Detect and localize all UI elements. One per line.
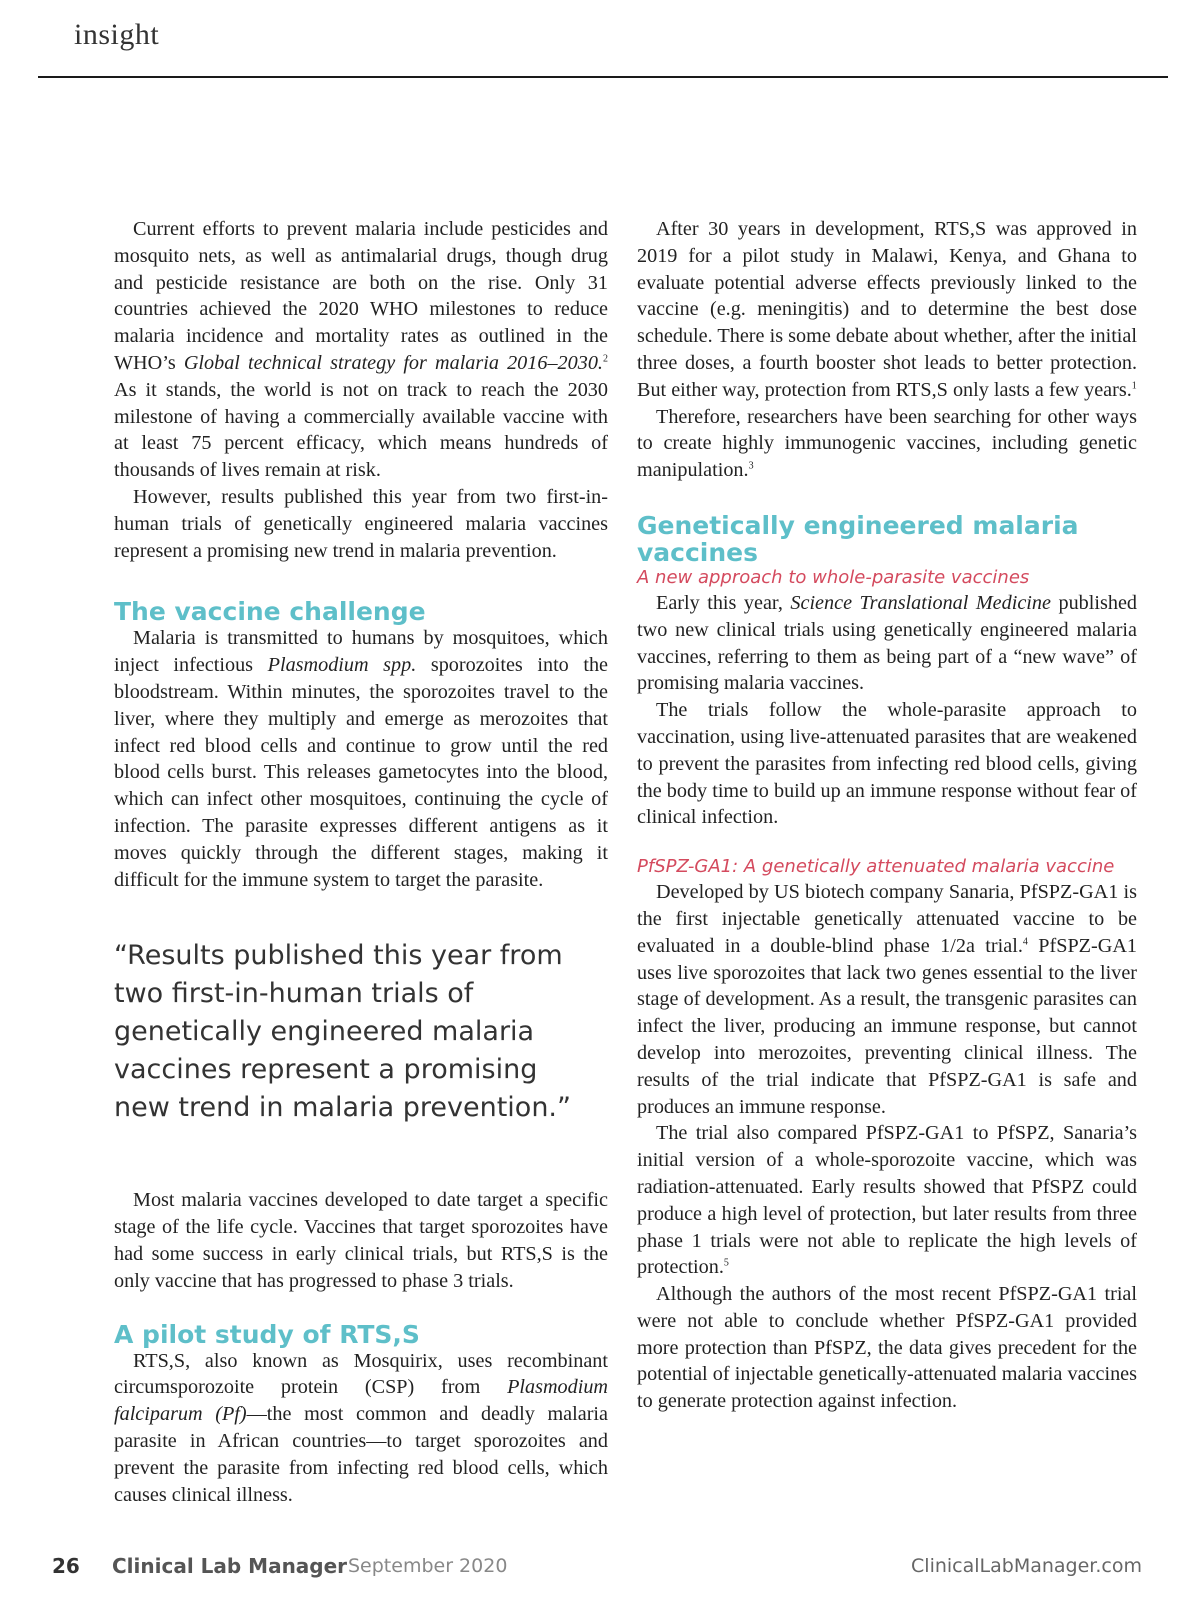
- right-paragraph-5: [637, 879, 1137, 1120]
- left-paragraph-2: However, results published this year from two first-in-human trials of genetically engineered malaria vaccines represent a promising new trend in malaria prevention.: [114, 485, 608, 562]
- text-run: The trial also compared PfSPZ-GA1 to PfSPZ, Sanaria’s initial version of a whole-sporozoite vaccine, which was radiation-attenuated. Early results showed that PfSPZ could produce a high level of protection, but later results from three phase 1 trials were not able to replicate the high levels of protection.: [637, 1122, 1137, 1279]
- right-column: [637, 216, 1137, 1415]
- footnote-ref: 3: [748, 460, 754, 472]
- right-paragraph-7: Although the authors of the most recent PfSPZ-GA1 trial were not able to conclude whether PfSPZ-GA1 provided more protection than PfSPZ, the data gives precedent for the potential of injectable genetically-attenuated malaria vaccines to generate protection against infection.: [637, 1283, 1137, 1413]
- footnote-ref: 1: [1131, 380, 1137, 392]
- header-rule: [38, 76, 1168, 78]
- right-paragraph-1: [637, 216, 1137, 404]
- heading-vaccine-challenge: The vaccine challenge: [114, 597, 426, 627]
- text-run: Developed by US biotech company Sanaria, PfSPZ-GA1 is the first injectable genetically attenuated vaccine to be evaluated in a double-blind phase 1/2a trial.: [637, 881, 1137, 957]
- section-tag: insight: [74, 18, 160, 51]
- left-paragraph-4: Most malaria vaccines developed to date target a specific stage of the life cycle. Vaccines that target sporozoites have had some success in early clinical trials, but RTS,S is the only vaccine that has progressed to phase 3 trials.: [114, 1189, 608, 1292]
- left-paragraph-1: [114, 216, 608, 484]
- text-run: Current efforts to prevent malaria include pesticides and mosquito nets, as well as antimalarial drugs, though drug and pesticide resistance are both on the rise. Only 31 countries achieved the 2020 WHO milestones to reduce malaria incidence and mortality rates as outlined in the WHO’s: [114, 218, 608, 374]
- right-paragraph-4: The trials follow the whole-parasite approach to vaccination, using live-attenuated parasites that are weakened to prevent the parasites from infecting red blood cells, giving the body time to build up an immune response without fear of clinical infection.: [637, 699, 1137, 829]
- footnote-ref: 5: [723, 1257, 729, 1269]
- heading-pilot-study: A pilot study of RTS,S: [114, 1319, 420, 1349]
- journal-name: Science Translational Medicine: [790, 591, 1051, 614]
- text-run: sporozoites into the bloodstream. Within minutes, the sporozoites travel to the liver, where they multiply and emerge as merozoites that infect red blood cells and continue to grow until the red blood cells burst. This releases gametocytes into the blood, which can infect other mosquitoes, continuing the cycle of infection. The parasite expresses different antigens as it moves quickly through the different stages, making it difficult for the immune system to target the parasite.: [114, 654, 609, 891]
- magazine-name: Clinical Lab Manager: [112, 1554, 348, 1578]
- pull-quote: “Results published this year from two first-in-human trials of genetically engineered malaria vaccines represent a promising new trend in malaria prevention.”: [114, 940, 571, 1124]
- issue-date: September 2020: [348, 1555, 508, 1577]
- page-number: 26: [52, 1554, 80, 1578]
- website-url: ClinicalLabManager.com: [911, 1555, 1142, 1577]
- text-run: PfSPZ-GA1 uses live sporozoites that lack two genes essential to the liver stage of development. As a result, the transgenic parasites can infect the liver, producing an immune response, but cannot develop into merozoites, preventing clinical illness. The results of the trial indicate that PfSPZ-GA1 is safe and produces an immune response.: [637, 934, 1137, 1118]
- subheading-new-approach: A new approach to whole-parasite vaccines: [637, 566, 1030, 588]
- right-paragraph-6: [637, 1120, 1137, 1281]
- left-paragraph-5: [114, 1348, 608, 1509]
- text-run: Malaria is transmitted to humans by mosquitoes, which inject infectious: [114, 627, 608, 677]
- right-paragraph-3: [637, 590, 1137, 697]
- species-name: Plasmodium falciparum (Pf): [114, 1376, 608, 1426]
- page-footer: [52, 1554, 1142, 1584]
- strategy-title: Global technical strategy for malaria 2016–2030.: [183, 351, 603, 374]
- text-run: —the most common and deadly malaria parasite in African countries—to target sporozoites and prevent the parasite from infecting red blood cells, which causes clinical illness.: [114, 1403, 608, 1506]
- text-run: published two new clinical trials using genetically engineered malaria vaccines, referring to them as being part of a “new wave” of promising malaria vaccines.: [637, 591, 1137, 695]
- species-name: Plasmodium spp.: [267, 654, 417, 677]
- text-run: Therefore, researchers have been searching for other ways to create highly immunogenic vaccines, including genetic manipulation.: [637, 405, 1137, 482]
- footnote-ref: 2: [602, 353, 608, 365]
- subheading-pfspz-ga1: PfSPZ-GA1: A genetically attenuated malaria vaccine: [637, 856, 1115, 878]
- text-run: After 30 years in development, RTS,S was approved in 2019 for a pilot study in Malawi, Kenya, and Ghana to evaluate potential adverse effects previously linked to the vaccine (e.g. meningitis) and to determine the best dose schedule. There is some debate about whether, after the initial three doses, a fourth booster shot leads to better protection. But either way, protection from RTS,S only lasts a few years.: [637, 218, 1137, 401]
- right-paragraph-2: [637, 404, 1137, 484]
- heading-genetically-engineered: Genetically engineered malaria vaccines: [637, 510, 1079, 567]
- text-run: RTS,S, also known as Mosquirix, uses recombinant circumsporozoite protein (CSP) from: [114, 1349, 608, 1399]
- text-run: Early this year,: [656, 591, 791, 614]
- left-paragraph-3: [114, 625, 608, 893]
- left-column: [114, 216, 608, 1508]
- footnote-ref: 4: [1022, 936, 1028, 947]
- text-run: As it stands, the world is not on track to reach the 2030 milestone of having a commercially available vaccine with at least 75 percent efficacy, which means hundreds of thousands of lives remain at risk.: [114, 378, 608, 482]
